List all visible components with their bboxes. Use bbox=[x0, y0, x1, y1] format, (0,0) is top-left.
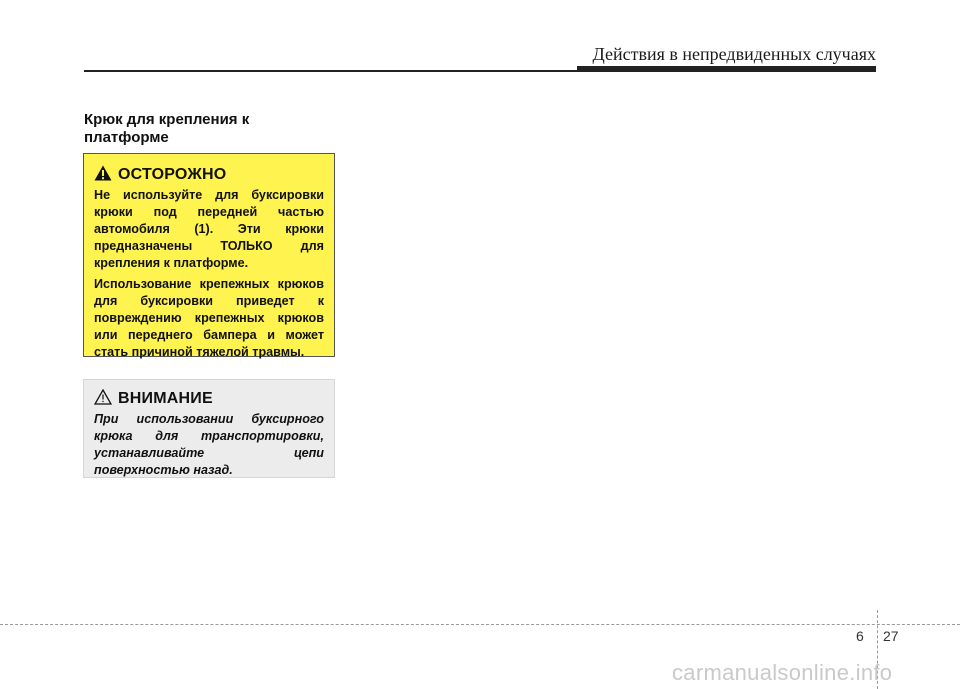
warning-box bbox=[83, 153, 335, 357]
warning-paragraph-2: Использование крепежных крюков для буксировки приведет к повреждению крепежных крюков или переднего бампера и может стать причиной тяжелой травмы. bbox=[94, 277, 324, 359]
header-rule-accent bbox=[577, 66, 876, 72]
caution-box bbox=[83, 379, 335, 478]
caution-label: ВНИМАНИЕ bbox=[118, 390, 213, 407]
warning-header bbox=[94, 164, 324, 186]
page-number: 27 bbox=[883, 628, 899, 644]
section-title bbox=[84, 111, 334, 147]
header-chapter-title: Действия в непредвиденных случаях bbox=[592, 44, 876, 64]
section-title-line-1: Крюк для крепления к bbox=[84, 111, 250, 128]
caution-paragraph-1: При использовании буксирного крюка для транспортировки, устанавливайте цепи поверхностью назад. bbox=[94, 412, 324, 477]
section-title-line-2: платформе bbox=[84, 129, 169, 146]
warning-paragraph-1: Не используйте для буксировки крюки под передней частью автомобиля (1). Эти крюки предназначены ТОЛЬКО для крепления к платформе. bbox=[94, 188, 324, 270]
warning-label: ОСТОРОЖНО bbox=[118, 166, 227, 183]
watermark: carmanualsonline.info bbox=[672, 660, 893, 685]
page-chapter-number: 6 bbox=[856, 628, 864, 644]
caution-triangle-icon bbox=[94, 389, 112, 410]
footer-divider bbox=[0, 624, 960, 625]
warning-triangle-icon bbox=[94, 165, 112, 186]
caution-header bbox=[94, 388, 324, 410]
